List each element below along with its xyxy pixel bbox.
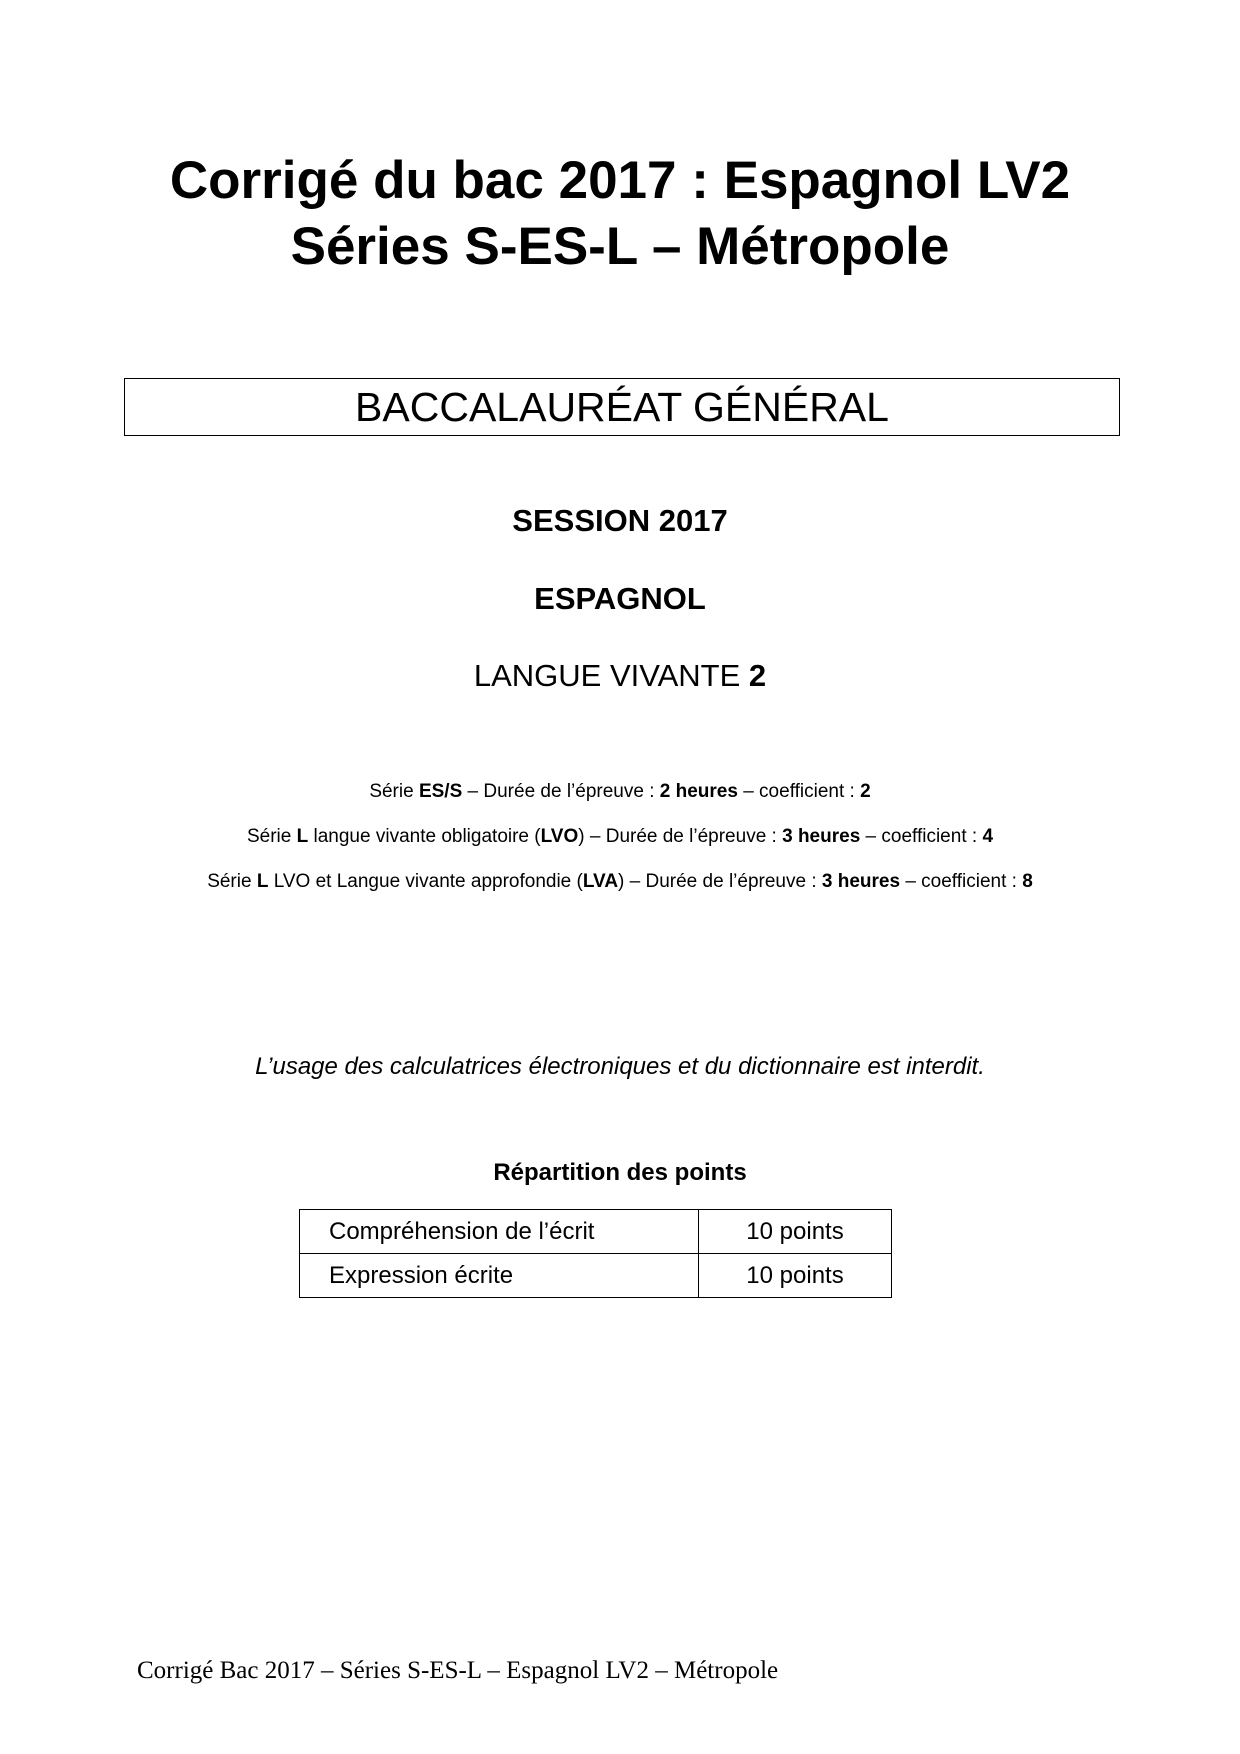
points-row-value: 10 points xyxy=(699,1254,892,1298)
points-row-value: 10 points xyxy=(699,1210,892,1254)
table-row xyxy=(300,1254,892,1298)
title-line-1: Corrigé du bac 2017 : Espagnol LV2 xyxy=(169,151,1071,210)
usage-notice: L’usage des calculatrices électroniques et du dictionnaire est interdit. xyxy=(255,1053,985,1080)
points-row-label: Compréhension de l’écrit xyxy=(300,1210,699,1254)
serie-duration: 3 heures xyxy=(821,871,901,892)
serie-duration: 2 heures xyxy=(659,781,738,802)
serie-line-l-lva: Série L LVO et Langue vivante approfondie (LVA) – Durée de l’épreuve : 3 heures – coefficient : 8 xyxy=(207,871,1033,892)
session-heading: SESSION 2017 xyxy=(512,503,728,538)
serie-coefficient: 8 xyxy=(1022,871,1033,892)
serie-coefficient: 2 xyxy=(860,781,871,802)
serie-code: L xyxy=(296,826,309,847)
serie-line-l-lvo: Série L langue vivante obligatoire (LVO) – Durée de l’épreuve : 3 heures – coefficient : 4 xyxy=(246,826,994,847)
language-code: LVA xyxy=(582,871,619,892)
serie-code: ES/S xyxy=(418,781,463,802)
points-row-label: Expression écrite xyxy=(300,1254,699,1298)
points-table-title: Répartition des points xyxy=(493,1159,747,1186)
language-level-label: LANGUE VIVANTE xyxy=(473,658,749,693)
serie-coefficient: 4 xyxy=(982,826,994,847)
serie-code: L xyxy=(256,871,269,892)
language-level-number: 2 xyxy=(748,658,767,693)
subject-heading: ESPAGNOL xyxy=(534,581,706,616)
exam-banner: BACCALAURÉAT GÉNÉRAL xyxy=(124,378,1120,436)
title-line-2: Séries S-ES-L – Métropole xyxy=(290,217,950,276)
table-row xyxy=(300,1210,892,1254)
serie-line-es-s: Série ES/S – Durée de l’épreuve : 2 heures – coefficient : 2 xyxy=(369,781,871,802)
points-table xyxy=(299,1209,892,1298)
serie-duration: 3 heures xyxy=(782,826,861,847)
page-footer: Corrigé Bac 2017 – Séries S-ES-L – Espagnol LV2 – Métropole xyxy=(137,1657,779,1684)
language-level xyxy=(0,657,1240,695)
language-code: LVO xyxy=(540,826,579,847)
document-title xyxy=(0,148,1240,280)
